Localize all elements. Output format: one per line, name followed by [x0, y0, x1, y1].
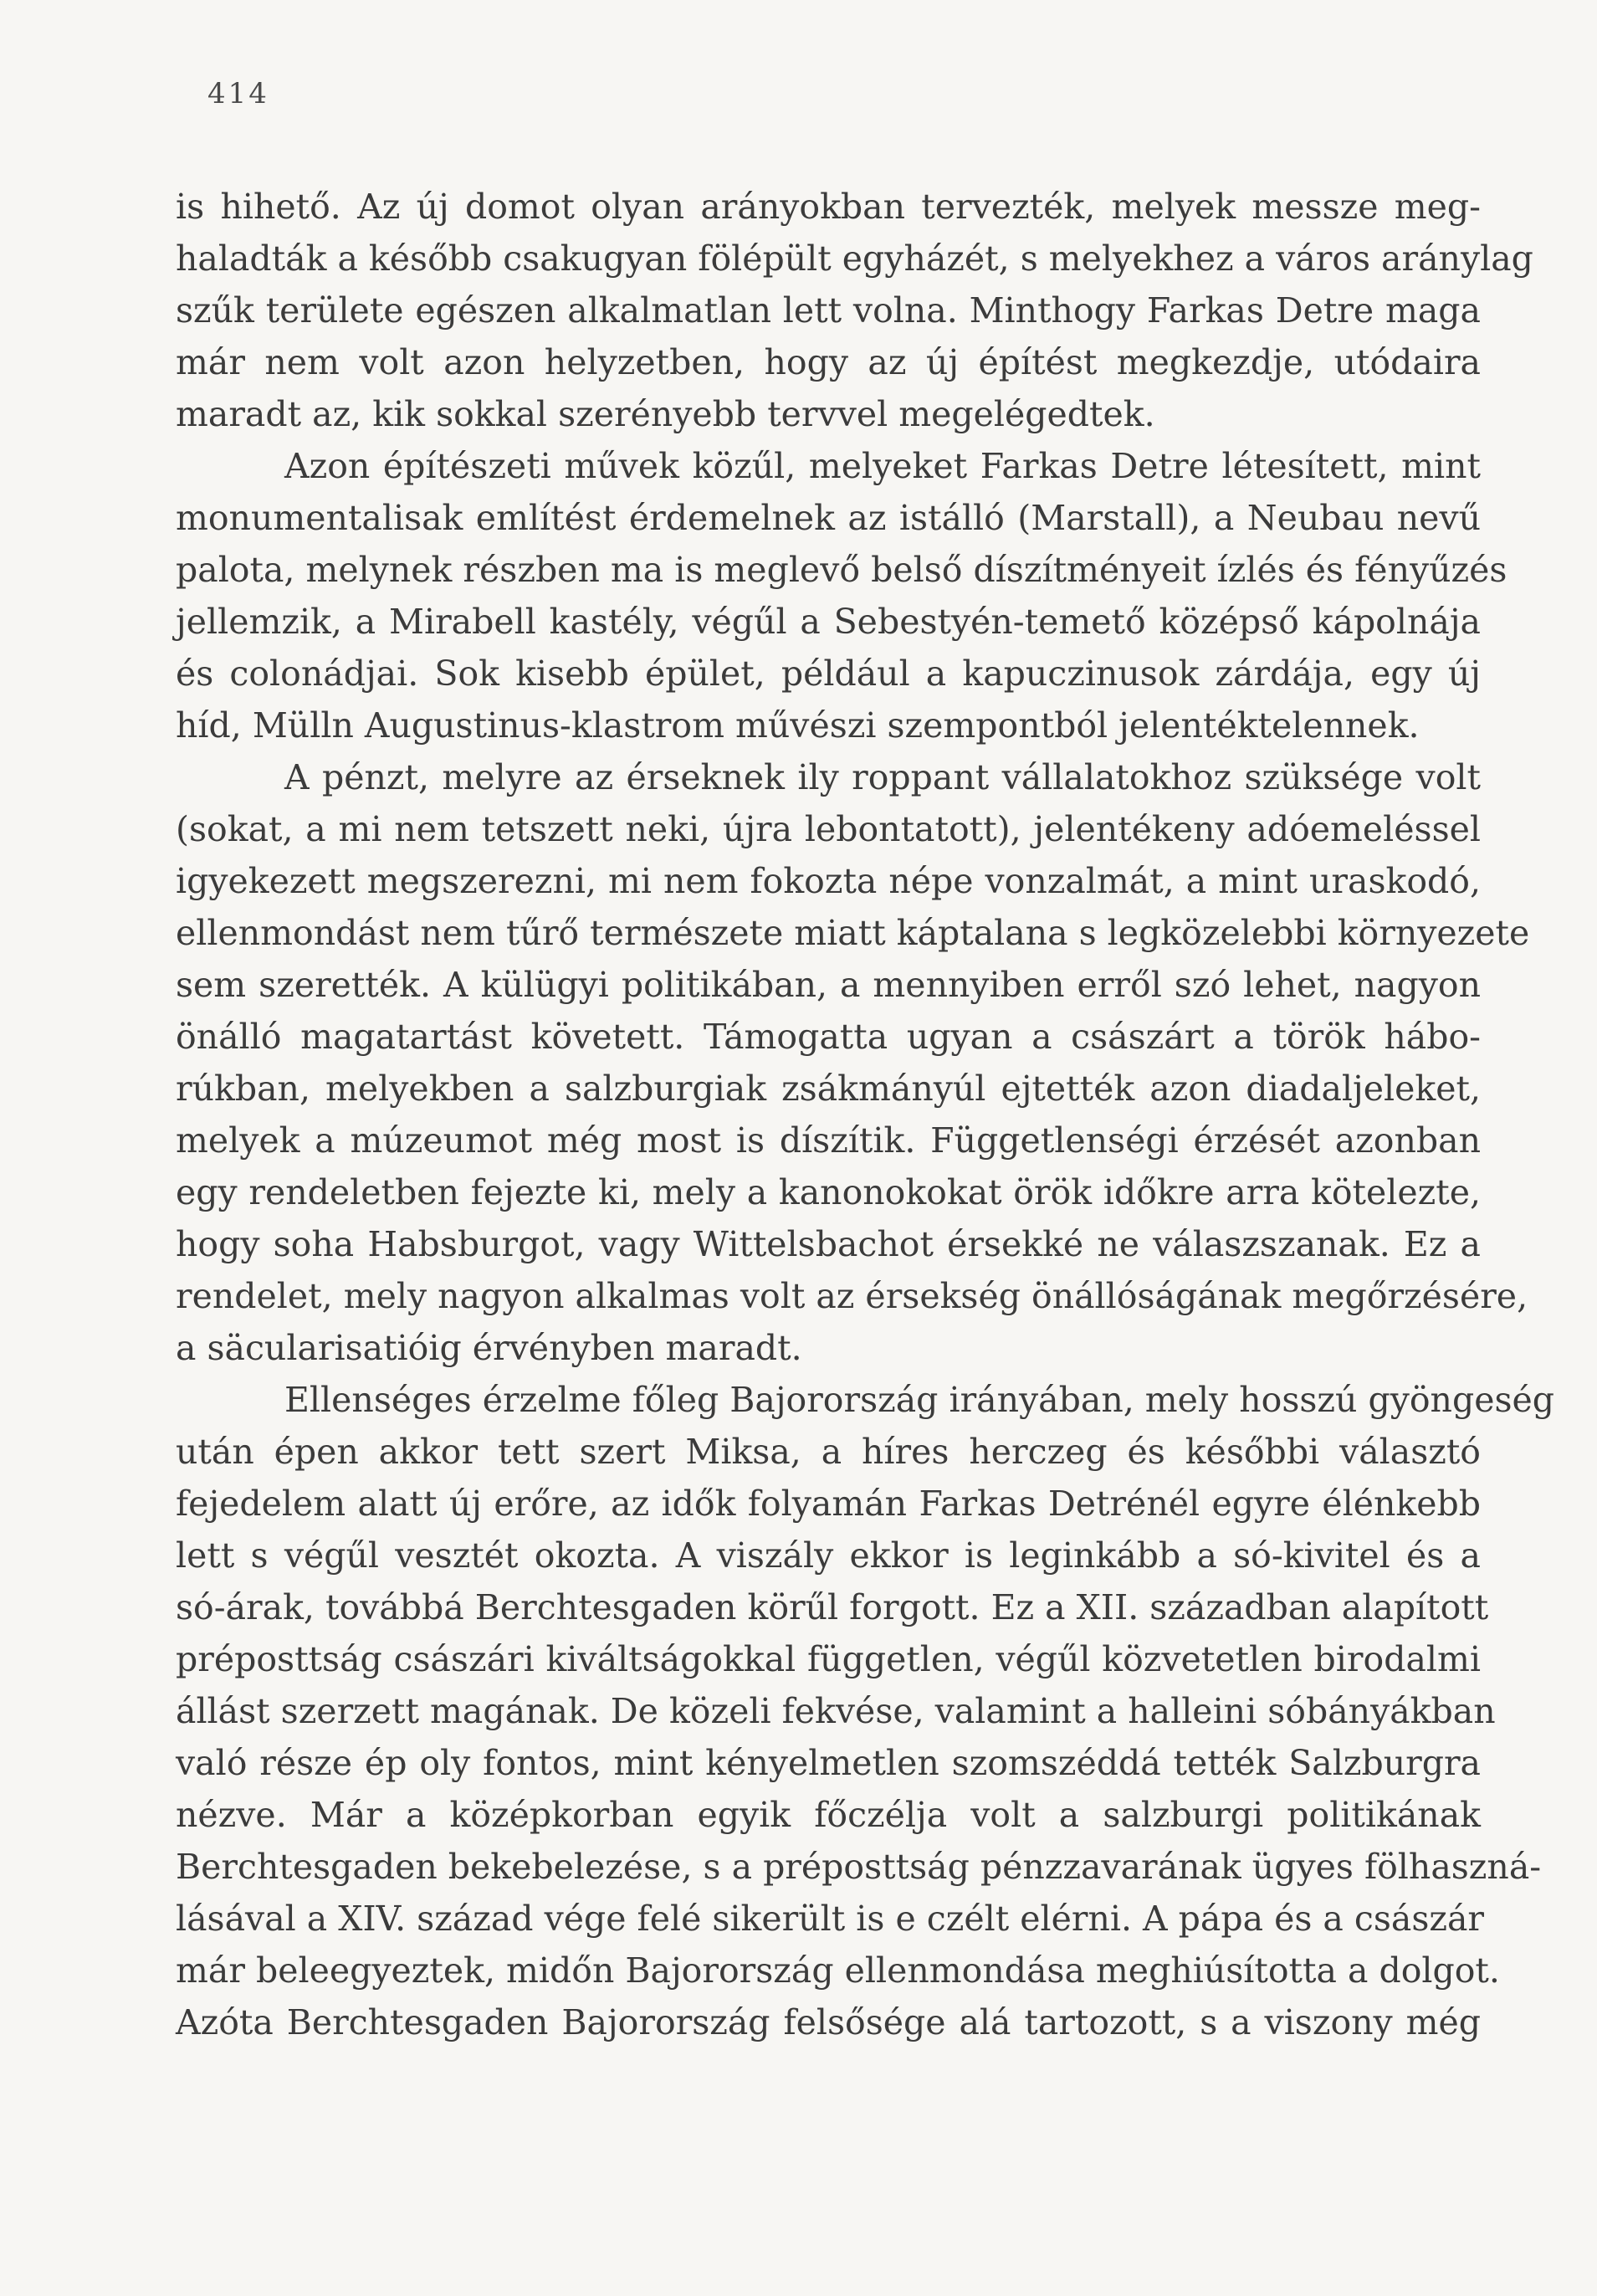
text-line: monumentalisak említést érdemelnek az istálló (Marstall), a Neubau nevű: [176, 498, 1481, 538]
text-line: préposttság császári kiváltságokkal független, végűl közvetetlen birodalmi: [176, 1639, 1481, 1679]
text-line: és colonádjai. Sok kisebb épület, például a kapuczinusok zárdája, egy új: [176, 653, 1481, 694]
paragraph-start-line: Ellenséges érzelme főleg Bajorország irányában, mely hosszú gyöngeség: [284, 1380, 1555, 1420]
text-line: igyekezett megszerezni, mi nem fokozta népe vonzalmát, a mint uraskodó,: [176, 861, 1481, 901]
text-line: (sokat, a mi nem tetszett neki, újra lebontatott), jelentékeny adóemeléssel: [176, 809, 1481, 849]
text-line: sem szerették. A külügyi politikában, a mennyiben erről szó lehet, nagyon: [176, 965, 1481, 1005]
page-number: 414: [207, 77, 269, 110]
text-line: fejedelem alatt új erőre, az idők folyamán Farkas Detrénél egyre élénkebb: [176, 1484, 1481, 1524]
text-line: állást szerzett magának. De közeli fekvése, valamint a halleini sóbányákban: [176, 1691, 1496, 1731]
text-line: való része ép oly fontos, mint kényelmetlen szomszéddá tették Salzburgra: [176, 1743, 1481, 1783]
text-line: haladták a később csakugyan fölépült egyházét, s melyekhez a város aránylag: [176, 238, 1533, 279]
text-line: melyek a múzeumot még most is díszítik. Függetlenségi érzését azonban: [176, 1120, 1481, 1161]
text-line: Azóta Berchtesgaden Bajorország felsősége alá tartozott, s a viszony még: [176, 2002, 1481, 2042]
text-line: Berchtesgaden bekebelezése, s a préposttság pénzzavarának ügyes fölhaszná-: [176, 1847, 1542, 1887]
text-line: híd, Mülln Augustinus-klastrom művészi szempontból jelentéktelennek.: [176, 705, 1420, 746]
text-line: jellemzik, a Mirabell kastély, végűl a Sebestyén-temető középső kápolnája: [176, 602, 1481, 642]
text-line: palota, melynek részben ma is meglevő belső díszítményeit ízlés és fényűzés: [176, 550, 1507, 590]
text-line: lett s végűl vesztét okozta. A viszály ekkor is leginkább a só-kivitel és a: [176, 1535, 1481, 1576]
text-line: már nem volt azon helyzetben, hogy az új építést megkezdje, utódaira: [176, 342, 1481, 382]
text-line: hogy soha Habsburgot, vagy Wittelsbachot érsekké ne válaszszanak. Ez a: [176, 1224, 1481, 1264]
paragraph-start-line: A pénzt, melyre az érseknek ily roppant vállalatokhoz szüksége volt: [284, 757, 1481, 797]
text-line: ellenmondást nem tűrő természete miatt káptalana s legközelebbi környezete: [176, 913, 1530, 953]
text-line: nézve. Már a középkorban egyik főczélja volt a salzburgi politikának: [176, 1795, 1481, 1835]
text-line: maradt az, kik sokkal szerényebb tervvel megelégedtek.: [176, 394, 1155, 434]
paragraph-start-line: Azon építészeti művek közűl, melyeket Farkas Detre létesített, mint: [284, 446, 1481, 486]
body-text: [176, 181, 1555, 2048]
text-line: rúkban, melyekben a salzburgiak zsákmányúl ejtették azon diadaljeleket,: [176, 1069, 1481, 1109]
text-line: után épen akkor tett szert Miksa, a híres herczeg és későbbi választó: [176, 1432, 1481, 1472]
text-line: egy rendeletben fejezte ki, mely a kanonokokat örök időkre arra kötelezte,: [176, 1172, 1481, 1212]
text-line: lásával a XIV. század vége felé sikerült is e czélt elérni. A pápa és a császár: [176, 1899, 1485, 1939]
text-line: só-árak, továbbá Berchtesgaden körűl forgott. Ez a XII. században alapított: [176, 1587, 1489, 1627]
text-line: szűk területe egészen alkalmatlan lett volna. Minthogy Farkas Detre maga: [176, 290, 1481, 331]
text-line: is hihető. Az új domot olyan arányokban tervezték, melyek messze meg-: [176, 187, 1481, 227]
text-line: önálló magatartást követett. Támogatta ugyan a császárt a török hábo-: [176, 1017, 1481, 1057]
text-line: a säcularisatióig érvényben maradt.: [176, 1328, 802, 1368]
text-line: rendelet, mely nagyon alkalmas volt az érsekség önállóságának megőrzésére,: [176, 1276, 1528, 1316]
text-line: már beleegyeztek, midőn Bajorország ellenmondása meghiúsította a dolgot.: [176, 1950, 1500, 1991]
